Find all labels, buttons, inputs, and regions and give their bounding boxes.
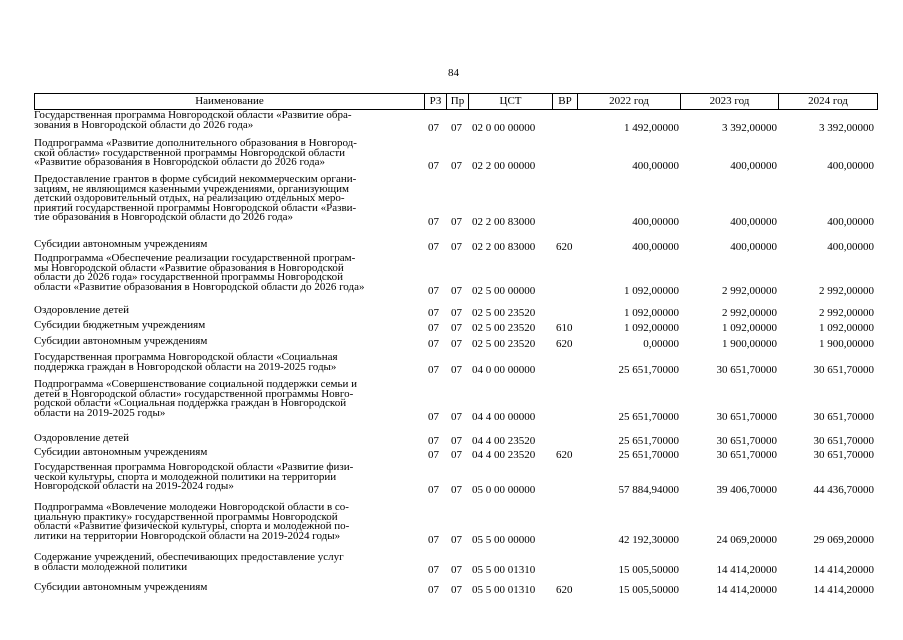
row-name-line: литики на территории Новгородской области на 2019-2024 годы» (34, 529, 341, 542)
row-cst: 02 2 00 83000 (472, 241, 536, 253)
row-name (34, 306, 429, 316)
row-name-line: области «Развитие образования в Новгородской области до 2026 года» (34, 280, 365, 293)
row-name (34, 175, 429, 223)
row-cst: 05 5 00 00000 (472, 534, 536, 546)
row-cst: 05 5 00 01310 (472, 564, 536, 576)
row-name-line: области до 2026 года» государственной программы Новгородской (34, 271, 343, 283)
row-2022: 1 092,00000 (624, 322, 679, 334)
row-2022: 25 651,70000 (618, 435, 679, 447)
row-rz: 07 (428, 411, 439, 423)
row-name-line: мы Новгородской области «Развитие образования в Новгородской (34, 261, 344, 274)
row-pr: 07 (451, 322, 462, 334)
row-name-line: «Развитие образования в Новгородской области до 2026 года» (34, 156, 325, 168)
row-2022: 400,00000 (632, 216, 679, 228)
row-pr: 07 (451, 584, 462, 596)
row-2023: 39 406,70000 (716, 484, 777, 496)
row-rz: 07 (428, 122, 439, 134)
header-pr: Пр (447, 93, 469, 110)
row-rz: 07 (428, 241, 439, 253)
row-name-line: Подпрограмма «Вовлечение молодежи Новгородской области в со- (34, 501, 349, 513)
row-rz: 07 (428, 216, 439, 228)
row-cst: 02 2 00 83000 (472, 216, 536, 228)
table-row (0, 446, 903, 461)
row-vr: 620 (556, 338, 573, 350)
row-name (34, 353, 429, 372)
row-cst: 02 5 00 23520 (472, 322, 536, 334)
row-2022: 15 005,50000 (618, 564, 679, 576)
row-name (34, 380, 429, 418)
row-cst: 02 5 00 00000 (472, 285, 536, 297)
table-row (0, 304, 903, 319)
table-row (0, 432, 903, 447)
row-name-line: области «Развитие физической культуры, спорта и молодежной по- (34, 520, 350, 532)
row-2024: 29 069,20000 (813, 534, 874, 546)
row-cst: 04 4 00 23520 (472, 435, 536, 447)
row-pr: 07 (451, 241, 462, 253)
row-rz: 07 (428, 484, 439, 496)
table-row (0, 501, 903, 546)
row-rz: 07 (428, 584, 439, 596)
row-rz: 07 (428, 435, 439, 447)
row-2023: 24 069,20000 (716, 534, 777, 546)
row-name-line: детский оздоровительный отдых, на реализацию отдельных меро- (34, 192, 345, 204)
row-name (34, 553, 429, 572)
row-2022: 25 651,70000 (618, 411, 679, 423)
row-name-line: в области молодежной политики (34, 560, 188, 573)
row-name-line: Подпрограмма «Обеспечение реализации государственной програм- (34, 252, 356, 264)
row-2023: 400,00000 (730, 216, 777, 228)
row-2024: 30 651,70000 (813, 449, 874, 461)
row-vr: 620 (556, 584, 573, 596)
row-pr: 07 (451, 216, 462, 228)
table-row (0, 173, 903, 228)
row-name-line: Подпрограмма «Совершенствование социальной поддержки семьи и (34, 378, 358, 390)
table-row (0, 461, 903, 496)
row-name-line: Государственная программа Новгородской области «Развитие обра- (34, 109, 352, 121)
header-cst: ЦСТ (469, 93, 553, 110)
row-2023: 2 992,00000 (722, 285, 777, 297)
table-row (0, 378, 903, 423)
row-2024: 3 392,00000 (819, 122, 874, 134)
row-name (34, 463, 429, 492)
row-name (34, 583, 429, 593)
row-name-line: приятий государственной программы Новгородской области «Разви- (34, 201, 357, 214)
row-pr: 07 (451, 364, 462, 376)
row-2024: 400,00000 (827, 216, 874, 228)
row-name-line: тие образования в Новгородской области до 2026 года» (34, 211, 294, 223)
row-rz: 07 (428, 564, 439, 576)
row-2022: 42 192,30000 (618, 534, 679, 546)
row-cst: 04 4 00 23520 (472, 449, 536, 461)
table-row (0, 109, 903, 134)
row-rz: 07 (428, 449, 439, 461)
page-number: 84 (448, 67, 459, 79)
row-name-line: зациям, не являющимся казенными учреждениями, организующим (34, 182, 349, 195)
row-2024: 30 651,70000 (813, 364, 874, 376)
row-name-line: Новгородской области на 2019-2024 годы» (34, 480, 234, 492)
row-name-line: Оздоровление детей (34, 432, 130, 444)
row-2024: 14 414,20000 (813, 584, 874, 596)
row-pr: 07 (451, 285, 462, 297)
row-2022: 400,00000 (632, 160, 679, 172)
row-pr: 07 (451, 411, 462, 423)
row-2022: 25 651,70000 (618, 449, 679, 461)
row-2024: 14 414,20000 (813, 564, 874, 576)
row-pr: 07 (451, 484, 462, 496)
row-name (34, 434, 429, 444)
row-pr: 07 (451, 564, 462, 576)
row-2023: 400,00000 (730, 160, 777, 172)
row-name-line: детей в Новгородской области» государственной программы Новго- (34, 387, 354, 400)
row-name (34, 337, 429, 347)
row-cst: 02 5 00 23520 (472, 338, 536, 350)
table-row (0, 137, 903, 172)
row-2022: 1 492,00000 (624, 122, 679, 134)
row-name-line: области на 2019-2025 годы» (34, 406, 166, 419)
row-name-line: Государственная программа Новгородской области «Развитие физи- (34, 461, 354, 473)
row-2022: 57 884,94000 (618, 484, 679, 496)
row-vr: 610 (556, 322, 573, 334)
row-cst: 05 0 00 00000 (472, 484, 536, 496)
row-rz: 07 (428, 534, 439, 546)
header-2024: 2024 год (779, 93, 878, 110)
row-name (34, 139, 429, 168)
header-rz: РЗ (425, 93, 447, 110)
row-name (34, 321, 429, 331)
row-pr: 07 (451, 449, 462, 461)
row-name-line: Субсидии автономным учреждениям (34, 335, 208, 347)
row-2023: 14 414,20000 (716, 564, 777, 576)
row-2022: 1 092,00000 (624, 307, 679, 319)
row-2024: 1 092,00000 (819, 322, 874, 334)
row-name-line: Субсидии автономным учреждениям (34, 446, 208, 458)
row-cst: 04 0 00 00000 (472, 364, 536, 376)
row-name-line: зования в Новгородской области до 2026 года» (34, 118, 254, 131)
row-vr: 620 (556, 449, 573, 461)
row-2024: 400,00000 (827, 160, 874, 172)
row-2023: 2 992,00000 (722, 307, 777, 319)
row-2023: 14 414,20000 (716, 584, 777, 596)
row-name-line: ческой культуры, спорта и молодежной политики на территории (34, 470, 337, 483)
row-rz: 07 (428, 338, 439, 350)
row-name (34, 448, 429, 458)
row-2024: 2 992,00000 (819, 307, 874, 319)
row-name-line: Оздоровление детей (34, 304, 130, 316)
row-name-line: Подпрограмма «Развитие дополнительного образования в Новгород- (34, 137, 357, 149)
row-cst: 02 5 00 23520 (472, 307, 536, 319)
row-2023: 400,00000 (730, 241, 777, 253)
row-2022: 0,00000 (643, 338, 679, 350)
row-2022: 25 651,70000 (618, 364, 679, 376)
row-pr: 07 (451, 338, 462, 350)
row-name-line: Государственная программа Новгородской области «Социальная (34, 351, 338, 363)
row-cst: 02 2 00 00000 (472, 160, 536, 172)
table-row (0, 319, 903, 334)
row-2022: 15 005,50000 (618, 584, 679, 596)
row-name (34, 503, 429, 541)
header-2023: 2023 год (681, 93, 779, 110)
table-row (0, 252, 903, 297)
row-cst: 04 4 00 00000 (472, 411, 536, 423)
header-2022: 2022 год (578, 93, 681, 110)
row-rz: 07 (428, 364, 439, 376)
row-name-line: циальную практику» государственной программы Новгородской (34, 510, 338, 523)
row-name (34, 254, 429, 292)
row-pr: 07 (451, 435, 462, 447)
row-2022: 400,00000 (632, 241, 679, 253)
row-rz: 07 (428, 307, 439, 319)
row-2023: 30 651,70000 (716, 449, 777, 461)
row-rz: 07 (428, 322, 439, 334)
row-cst: 05 5 00 01310 (472, 584, 536, 596)
row-vr: 620 (556, 241, 573, 253)
row-name-line: Предоставление грантов в форме субсидий некоммерческим органи- (34, 173, 357, 185)
row-rz: 07 (428, 285, 439, 297)
header-vr: ВР (553, 93, 578, 110)
row-name (34, 240, 429, 250)
row-name-line: поддержка граждан в Новгородской области на 2019-2025 годы» (34, 360, 337, 373)
row-name-line: Субсидии автономным учреждениям (34, 581, 208, 593)
row-2024: 44 436,70000 (813, 484, 874, 496)
row-2024: 2 992,00000 (819, 285, 874, 297)
row-2023: 1 092,00000 (722, 322, 777, 334)
row-2023: 30 651,70000 (716, 435, 777, 447)
row-rz: 07 (428, 160, 439, 172)
row-name-line: Субсидии автономным учреждениям (34, 238, 208, 250)
row-name-line: Содержание учреждений, обеспечивающих предоставление услуг (34, 551, 344, 563)
row-pr: 07 (451, 160, 462, 172)
row-2024: 30 651,70000 (813, 435, 874, 447)
table-row (0, 351, 903, 376)
row-2023: 1 900,00000 (722, 338, 777, 350)
row-2023: 3 392,00000 (722, 122, 777, 134)
table-row (0, 335, 903, 350)
row-2023: 30 651,70000 (716, 364, 777, 376)
row-cst: 02 0 00 00000 (472, 122, 536, 134)
row-2022: 1 092,00000 (624, 285, 679, 297)
row-name-line: Субсидии бюджетным учреждениям (34, 319, 206, 331)
row-2024: 30 651,70000 (813, 411, 874, 423)
row-name (34, 111, 429, 130)
row-2024: 400,00000 (827, 241, 874, 253)
row-2023: 30 651,70000 (716, 411, 777, 423)
row-pr: 07 (451, 307, 462, 319)
row-name-line: ской области» государственной программы Новгородской области (34, 146, 346, 159)
row-pr: 07 (451, 122, 462, 134)
table-row (0, 581, 903, 596)
table-row (0, 551, 903, 576)
row-pr: 07 (451, 534, 462, 546)
row-name-line: родской области «Социальная поддержка граждан в Новгородской (34, 397, 347, 409)
row-2024: 1 900,00000 (819, 338, 874, 350)
header-name: Наименование (34, 93, 425, 110)
table-row (0, 238, 903, 253)
